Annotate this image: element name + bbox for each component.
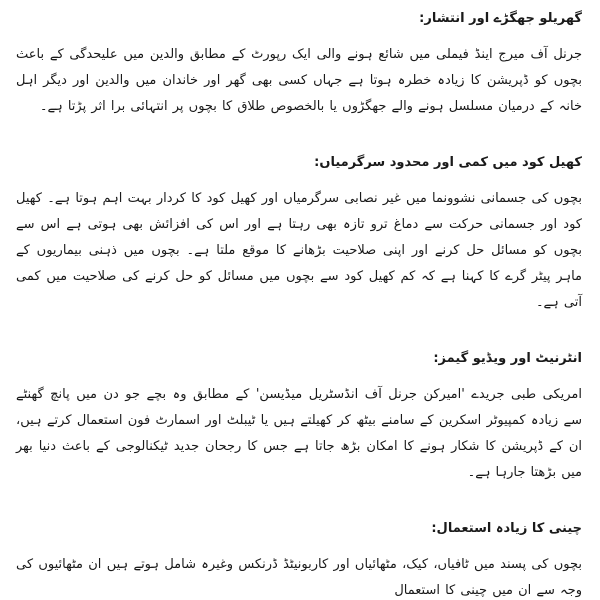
heading-reduced-play: کھیل کود میں کمی اور محدود سرگرمیاں:	[314, 155, 582, 170]
paragraph-reduced-play: بچوں کی جسمانی نشوونما میں غیر نصابی سرگرمیاں اور کھیل کود کا کردار بہت اہم ہوتا ہے۔ کھیل کود اور جسمانی حرکت سے دماغ ترو تازہ بھی رہتا ہے اور اس کی افزائش بھی ہوتی ہے اس سے بچوں کو مسائل حل کرنے اور اپنی صلاحیت بڑھانے کا موقع ملتا ہے۔ بچوں میں ذہنی بیماریوں کے ماہر پیٹر گرے کا کہنا ہے کہ کم کھیل کود سے بچوں میں مسائل کو حل کرنے کی صلاحیت میں کمی آتی ہے۔	[16, 191, 582, 310]
paragraph-domestic-conflict: جرنل آف میرج اینڈ فیملی میں شائع ہونے والی ایک رپورٹ کے مطابق والدین میں علیحدگی کے باعث بچوں کو ڈپریشن کا زیادہ خطرہ ہوتا ہے جہاں کسی بھی گھر اور خاندان میں والدین اور دیگر اہل خانہ کے درمیان مسلسل ہونے والے جھگڑوں یا بالخصوص طلاق کا بچوں پر انتہائی برا اثر پڑتا ہے۔	[16, 47, 582, 114]
paragraph-internet-video-games: امریکی طبی جریدے 'امیرکن جرنل آف انڈسٹریل میڈیسن' کے مطابق وہ بچے جو دن میں پانچ گھنٹے سے زیادہ کمپیوٹر اسکرین کے سامنے بیٹھ کر کھیلتے ہیں یا ٹیبلٹ اور اسمارٹ فون استعمال کرتے ہیں، ان کے ڈپریشن کا شکار ہونے کا امکان بڑھ جاتا ہے جس کا رجحان جدید ٹیکنالوجی کے باعث دنیا بھر میں بڑھتا جارہا ہے۔	[16, 387, 582, 480]
paragraph-excess-sugar: بچوں کی پسند میں ٹافیاں، کیک، مٹھائیاں اور کاربونیٹڈ ڈرنکس وغیرہ شامل ہوتے ہیں ان مٹھائیوں کی وجہ سے ان میں چینی کا استعمال	[16, 557, 582, 598]
heading-excess-sugar: چینی کا زیادہ استعمال:	[431, 521, 582, 536]
article-content	[16, 0, 582, 600]
heading-internet-video-games: انٹرنیٹ اور ویڈیو گیمز:	[433, 351, 582, 366]
heading-domestic-conflict: گھریلو جھگڑے اور انتشار:	[419, 11, 582, 26]
